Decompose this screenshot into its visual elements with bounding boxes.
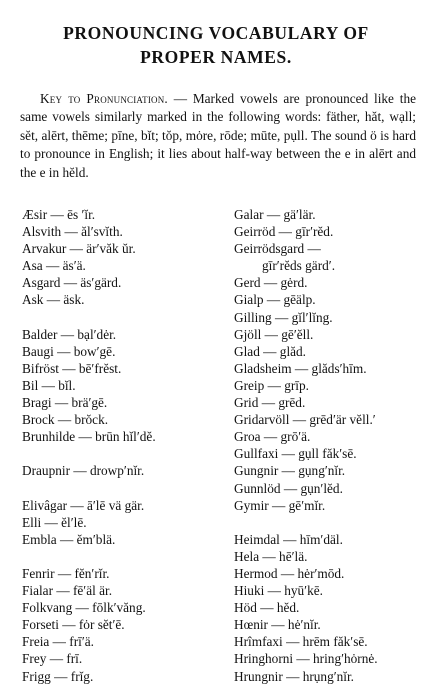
vocabulary-entry: Gerd — gėrd.: [234, 275, 308, 291]
vocabulary-entry: Forseti — fȯr sĕt′ē.: [22, 617, 125, 633]
vocabulary-entry: Gialp — gēälp.: [234, 292, 316, 308]
vocabulary-entry: Embla — ĕm′blä.: [22, 531, 116, 547]
pronunciation-key-label: Key to Pronunciation.: [40, 91, 168, 106]
vocabulary-entry: Asa — äs′ä.: [22, 258, 86, 274]
vocabulary-entry: Gymir — gē′mĭr.: [234, 497, 326, 513]
page-title-line-1: PRONOUNCING VOCABULARY OF: [63, 23, 369, 43]
vocabulary-entry: Glad — glăd.: [234, 343, 307, 359]
vocabulary-entry: Galar — gä′lär.: [234, 207, 316, 222]
vocabulary-entry: Draupnir — drowp′nĭr.: [22, 463, 145, 479]
vocabulary-entry: Ask — äsk.: [22, 292, 85, 308]
vocabulary-entry: Arvakur — är′văk ŭr.: [22, 241, 136, 257]
vocabulary-entry: Grid — grēd.: [234, 395, 306, 411]
vocabulary-entry: Alsvith — ăl′svĭth.: [22, 224, 123, 240]
pronunciation-key-text: — Marked vowels are pronounced like the same vowels similarly marked in the following words: fäther, hăt, wạll; sĕt, alērt, thēme; pīne, bĭt; tŏp, mȯre, rōde; mūte, pụll. The sound ö is hard to pronounce in English; it lies about half-way between the e in alērt and the e in hĕld.: [20, 91, 416, 180]
vocabulary-entry: Brock — brŏck.: [22, 412, 109, 428]
vocabulary-left-column: [22, 206, 222, 685]
vocabulary-entry: Hrîmfaxi — hrēm făk′sē.: [234, 634, 368, 650]
vocabulary-right-column: [234, 206, 424, 685]
vocabulary-entry: Asgard — äs′gärd.: [22, 275, 122, 291]
vocabulary-entry: Hela — hē′lä.: [234, 548, 308, 564]
vocabulary-entry: Groa — grō′ä.: [234, 429, 311, 445]
entry-spacer: [22, 548, 222, 565]
vocabulary-entry: Gunnlöd — gụn′lĕd.: [234, 480, 343, 496]
vocabulary-entry: Hœnir — hė′nĭr.: [234, 617, 321, 633]
vocabulary-entry: Greip — grīp.: [234, 377, 309, 393]
vocabulary-entry: gīr′rĕds gärd′.: [262, 258, 336, 274]
vocabulary-entry: Bragi — brä′gē.: [22, 395, 108, 411]
vocabulary-entry: Frey — frī.: [22, 651, 83, 667]
vocabulary-entry: Balder — bạl′dėr.: [22, 326, 117, 342]
entry-spacer: [22, 309, 222, 326]
vocabulary-entry: Baugi — bow′gē.: [22, 343, 116, 359]
vocabulary-entry: Gladsheim — glăds′hīm.: [234, 360, 367, 376]
vocabulary-entry: Geirröd — gīr′rĕd.: [234, 224, 334, 240]
entry-spacer: [234, 514, 424, 531]
vocabulary-entry: Frigg — frĭg.: [22, 668, 94, 684]
vocabulary-entry: Gullfaxi — gụll făk′sē.: [234, 446, 357, 462]
vocabulary-entry: Gridarvöll — grēd′är vĕll.′: [234, 412, 376, 428]
vocabulary-entry: Hermod — hėr′mōd.: [234, 565, 345, 581]
vocabulary-entry: Folkvang — fōlk′văng.: [22, 600, 146, 616]
vocabulary-entry: Bifröst — bē′frĕst.: [22, 360, 122, 376]
vocabulary-entry: Freia — frī′ä.: [22, 634, 94, 650]
entry-spacer: [22, 480, 222, 497]
pronunciation-key-paragraph: [20, 90, 416, 182]
vocabulary-entry: Hrungnir — hrụng′nĭr.: [234, 668, 354, 684]
vocabulary-entry: Höd — hĕd.: [234, 600, 300, 616]
vocabulary-entry: Brunhilde — brūn hĭl′dĕ.: [22, 429, 156, 445]
vocabulary-entry: Hiuki — hyū′kē.: [234, 583, 323, 599]
vocabulary-entry: Bil — bĭl.: [22, 377, 76, 393]
vocabulary-entry: Fialar — fē′äl är.: [22, 583, 113, 599]
page-title-line-2: PROPER NAMES.: [140, 47, 292, 67]
vocabulary-entry: Gilling — gĭl′lĭng.: [234, 309, 333, 325]
vocabulary-entry: Gjöll — gē′ĕll.: [234, 326, 314, 342]
vocabulary-entry: Elli — ĕl′lē.: [22, 514, 87, 530]
vocabulary-entry: Heimdal — hīm′däl.: [234, 531, 343, 547]
vocabulary-entry: Æsir — ēs ′ĭr.: [22, 207, 96, 222]
vocabulary-entry: Hringhorni — hring′hȯrnė.: [234, 651, 378, 667]
vocabulary-entry: Fenrir — fĕn′rĭr.: [22, 565, 110, 581]
pronunciation-key: [20, 90, 416, 182]
entry-spacer: [22, 445, 222, 462]
vocabulary-entry: Elivâgar — ā′lē vä gär.: [22, 497, 145, 513]
vocabulary-entry: Geirrödsgard —: [234, 241, 321, 257]
vocabulary-entry: Gungnir — gụng′nĭr.: [234, 463, 346, 479]
